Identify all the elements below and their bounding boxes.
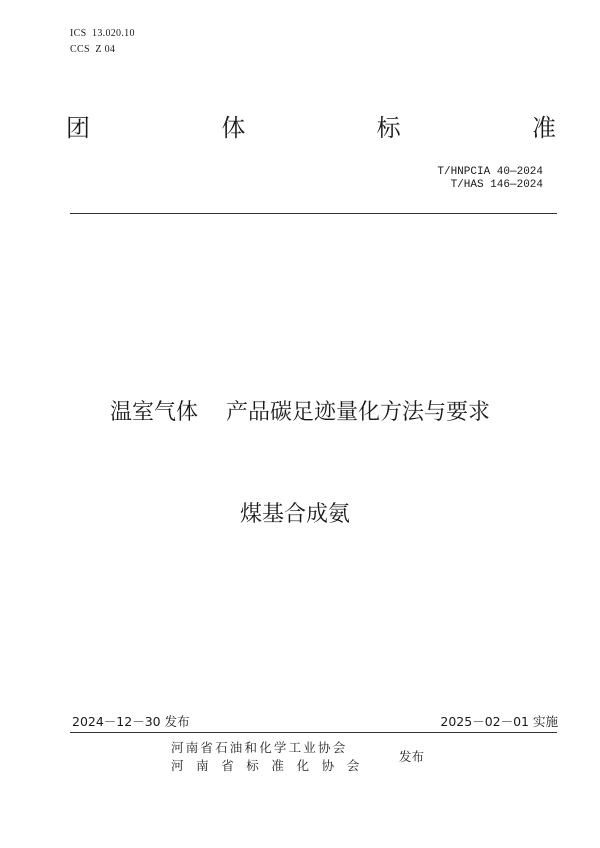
title-line-1: 温室气体 产品碳足迹量化方法与要求 [110,400,490,425]
standard-number-secondary: T/HAS 146—2024 [450,179,543,191]
standard-numbers [437,166,543,192]
dates-row [72,714,558,730]
ccs-code: CCS Z 04 [70,44,116,55]
implementation-date: 2025－02－01 实施 [440,714,558,729]
doc-type-char: 准 [531,114,556,142]
publish-label: 发布 [399,749,425,764]
publisher-2: 河南省标准化协会 [171,758,372,773]
publisher-1: 河南省石油和化学工业协会 [171,740,348,755]
doc-type-char: 体 [221,114,246,142]
issue-date: 2024－12－30 发布 [72,714,190,729]
standard-number-primary: T/HNPCIA 40—2024 [437,166,543,178]
ics-code: ICS 13.020.10 [70,28,135,39]
doc-type-char: 团 [66,114,90,142]
publishers [171,739,372,775]
top-divider [70,213,557,214]
title-line-2: 煤基合成氨 [239,502,350,527]
document-type-heading [66,112,556,144]
document-title [0,328,600,566]
bottom-divider [70,732,557,733]
doc-type-char: 标 [376,114,401,142]
